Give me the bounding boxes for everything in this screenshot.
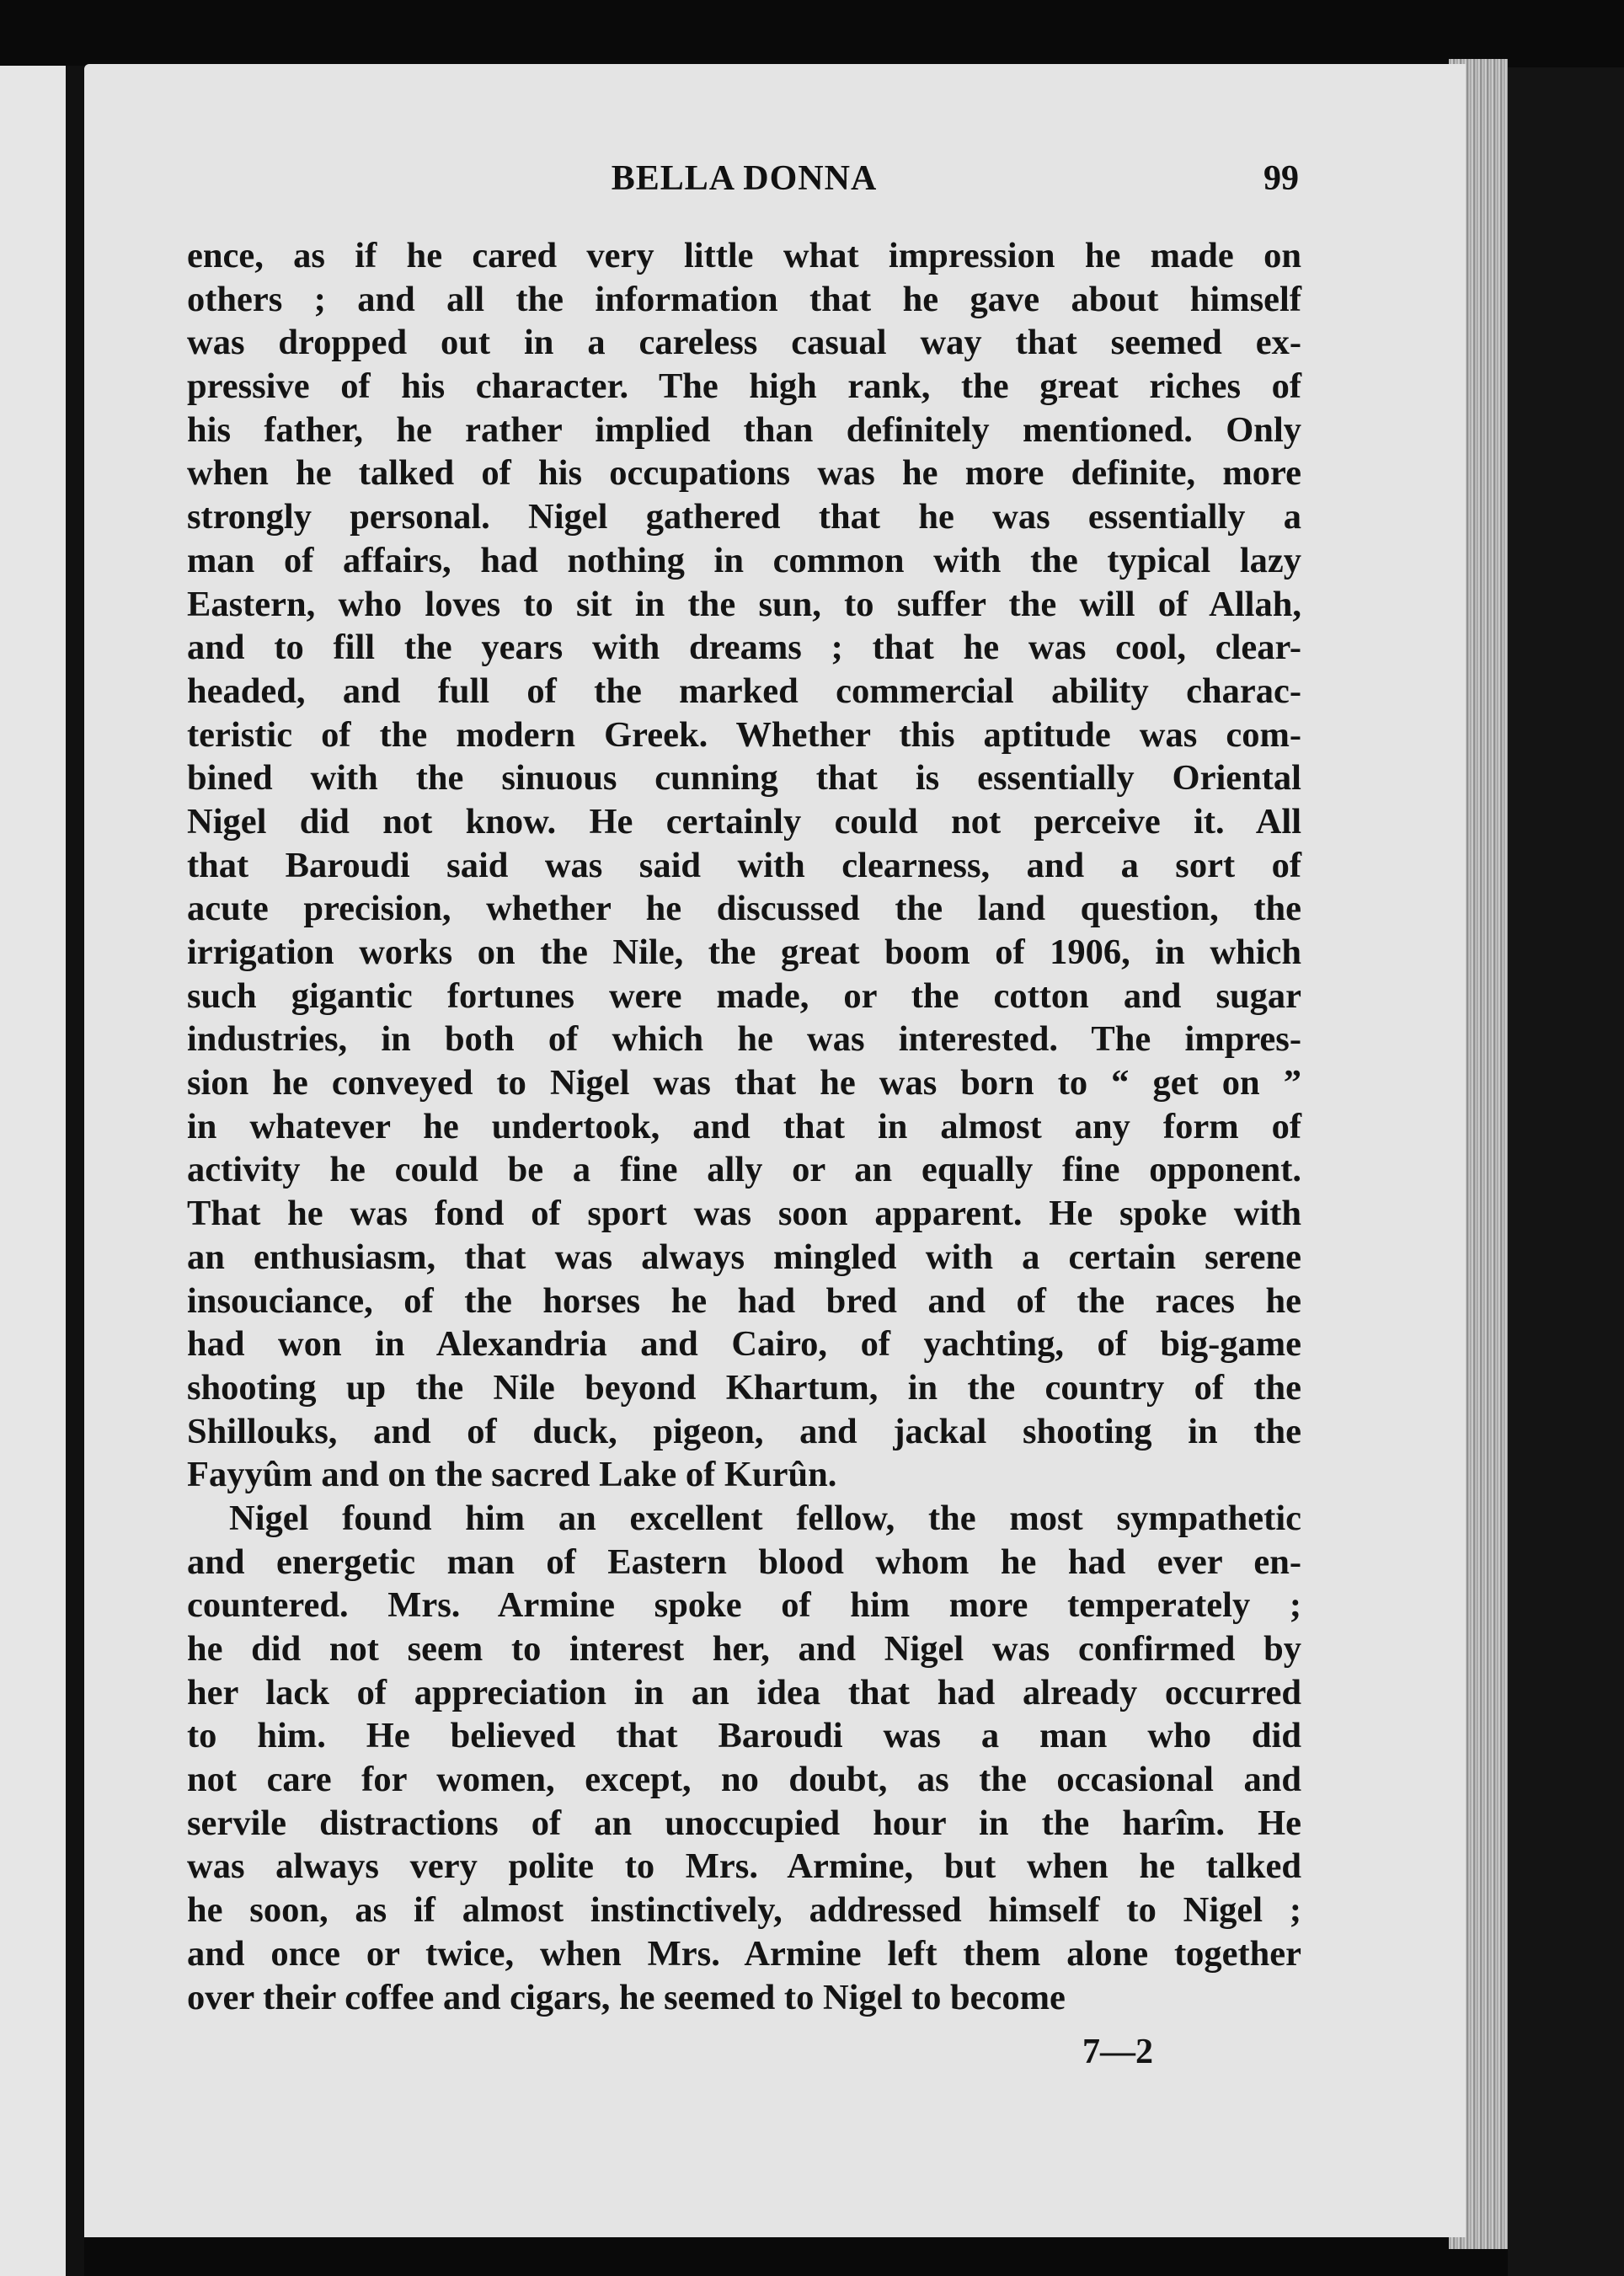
- text-line: acute precision, whether he discussed the land question, the: [187, 889, 1301, 929]
- text-line: was always very polite to Mrs. Armine, but when he talked: [187, 1846, 1301, 1887]
- text-line: not care for women, except, no doubt, as the occasional and: [187, 1760, 1301, 1800]
- text-line: he soon, as if almost instinctively, addressed himself to Nigel ;: [187, 1890, 1301, 1931]
- text-line: servile distractions of an unoccupied hour in the harîm. He: [187, 1803, 1301, 1843]
- text-line: That he was fond of sport was soon apparent. He spoke with: [187, 1194, 1301, 1234]
- text-line: activity he could be a fine ally or an equally fine opponent.: [187, 1150, 1301, 1190]
- book-gutter: [66, 66, 84, 2276]
- text-line: when he talked of his occupations was he more definite, more: [187, 453, 1301, 494]
- text-line: to him. He believed that Baroudi was a man who did: [187, 1716, 1301, 1756]
- signature-mark: 7—2: [1082, 2033, 1153, 2071]
- text-line: was dropped out in a careless casual way that seemed ex-: [187, 323, 1301, 363]
- paragraph-2: [187, 1497, 1301, 2019]
- text-line: in whatever he undertook, and that in almost any form of: [187, 1106, 1301, 1146]
- text-line: Eastern, who loves to sit in the sun, to suffer the will of Allah,: [187, 584, 1301, 624]
- text-line: and once or twice, when Mrs. Armine left them alone together: [187, 1933, 1301, 1974]
- text-line: irrigation works on the Nile, the great boom of 1906, in which: [187, 932, 1301, 972]
- text-line: teristic of the modern Greek. Whether this aptitude was com-: [187, 714, 1301, 755]
- text-line: Nigel did not know. He certainly could not perceive it. All: [187, 801, 1301, 841]
- text-line: he did not seem to interest her, and Nigel was confirmed by: [187, 1629, 1301, 1669]
- text-line: Fayyûm and on the sacred Lake of Kurûn.: [187, 1455, 837, 1495]
- text-line: such gigantic fortunes were made, or the cotton and sugar: [187, 975, 1301, 1016]
- text-line: others ; and all the information that he gave about himself: [187, 279, 1301, 319]
- paragraph-1: [187, 234, 1301, 1497]
- text-line: Shillouks, and of duck, pigeon, and jackal shooting in the: [187, 1411, 1301, 1451]
- text-line: headed, and full of the marked commercial ability charac-: [187, 671, 1301, 711]
- text-line: man of affairs, had nothing in common with the typical lazy: [187, 540, 1301, 580]
- text-line: strongly personal. Nigel gathered that he was essentially a: [187, 497, 1301, 537]
- running-header: [190, 158, 1299, 209]
- facing-page-edge: [0, 66, 67, 2276]
- text-line: ence, as if he cared very little what impression he made on: [187, 236, 1301, 275]
- text-line: countered. Mrs. Armine spoke of him more temperately ;: [187, 1585, 1301, 1626]
- text-line: industries, in both of which he was interested. The impres-: [187, 1019, 1301, 1060]
- text-line: shooting up the Nile beyond Khartum, in the country of the: [187, 1367, 1301, 1408]
- text-line: Nigel found him an excellent fellow, the most sympathetic: [229, 1498, 1301, 1538]
- text-line: his father, he rather implied than definitely mentioned. Only: [187, 409, 1301, 450]
- text-line: sion he conveyed to Nigel was that he was born to “ get on ”: [187, 1063, 1301, 1103]
- text-line: over their coffee and cigars, he seemed to Nigel to become: [187, 1977, 1066, 2017]
- background-right: [1508, 67, 1624, 2276]
- text-line: and to fill the years with dreams ; that he was cool, clear-: [187, 628, 1301, 668]
- text-line: had won in Alexandria and Cairo, of yachting, of big-game: [187, 1324, 1301, 1365]
- text-line: bined with the sinuous cunning that is essentially Oriental: [187, 758, 1301, 799]
- running-title: BELLA DONNA: [611, 159, 878, 198]
- text-line: pressive of his character. The high rank, the great riches of: [187, 366, 1301, 407]
- text-line: an enthusiasm, that was always mingled with a certain serene: [187, 1237, 1301, 1277]
- page-number: 99: [1263, 159, 1299, 198]
- text-line: and energetic man of Eastern blood whom he had ever en-: [187, 1541, 1301, 1582]
- body-text: [187, 234, 1301, 2019]
- text-line: that Baroudi said was said with clearness, and a sort of: [187, 845, 1301, 885]
- text-line: insouciance, of the horses he had bred and of the races he: [187, 1280, 1301, 1321]
- text-line: her lack of appreciation in an idea that had already occurred: [187, 1672, 1301, 1712]
